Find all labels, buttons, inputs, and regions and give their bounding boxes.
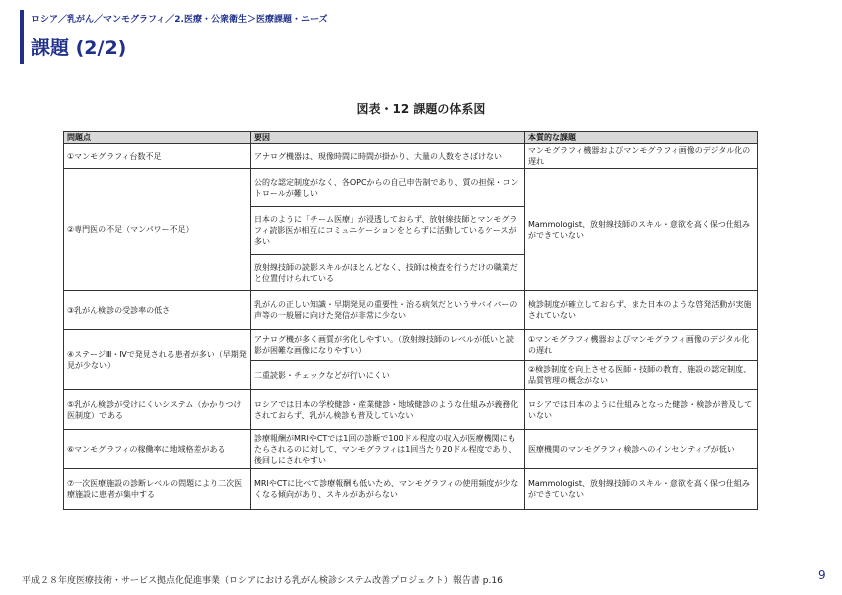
problem-cell: ①マンモグラフィ台数不足 [64, 144, 251, 169]
header-issue: 本質的な課題 [525, 132, 758, 144]
table-header-row [64, 132, 758, 144]
source-note: 平成２８年度医療技術・サービス拠点化促進事業（ロシアにおける乳がん検診システム改善プロジェクト）報告書 p.16 [22, 576, 503, 586]
header-problem: 問題点 [64, 132, 251, 144]
table-row [64, 291, 758, 330]
issue-cell: ②検診制度を向上させる医師・技師の教育、施設の認定制度、品質管理の概念がない [525, 361, 758, 390]
table-row [64, 330, 758, 361]
table-row [64, 390, 758, 430]
issue-cell: Mammologist、放射線技師のスキル・意欲を高く保つ仕組みができていない [525, 169, 758, 291]
issue-cell: ロシアでは日本のように仕組みとなった健診・検診が普及していない [525, 390, 758, 430]
factor-cell: MRIやCTに比べて診療報酬も低いため、マンモグラフィの使用頻度が少なくなる傾向があり、スキルがあがらない [251, 469, 525, 510]
breadcrumb: ロシア／乳がん／マンモグラフィ／2.医療・公衆衛生＞医療課題・ニーズ [31, 15, 328, 25]
table-row [64, 144, 758, 169]
table-row [64, 169, 758, 207]
issue-system-table [63, 131, 758, 510]
table-row [64, 469, 758, 510]
problem-cell: ③乳がん検診の受診率の低さ [64, 291, 251, 330]
problem-cell: ⑥マンモグラフィの稼働率に地域格差がある [64, 430, 251, 469]
page-title: 課題 (2/2) [31, 37, 127, 59]
title-accent-bar [20, 10, 24, 64]
page-number: 9 [818, 568, 826, 582]
factor-cell: 二重読影・チェックなどが行いにくい [251, 361, 525, 390]
figure-title: 図表・12 課題の体系図 [356, 102, 486, 116]
factor-cell: 日本のように「チーム医療」が浸透しておらず、放射線技師とマンモグラフィ読影医が相互にコミュニケーションをとらずに活動しているケースが多い [251, 207, 525, 255]
factor-cell: 公的な認定制度がなく、各OPCからの自己申告制であり、質の担保・コントロールが難しい [251, 169, 525, 207]
table-row [64, 430, 758, 469]
issue-cell: 検診制度が確立しておらず、また日本のような啓発活動が実施されていない [525, 291, 758, 330]
issue-cell: マンモグラフィ機器およびマンモグラフィ画像のデジタル化の遅れ [525, 144, 758, 169]
factor-cell: 放射線技師の読影スキルがほとんどなく、技師は検査を行うだけの職業だと位置付けられている [251, 255, 525, 291]
issue-cell: ①マンモグラフィ機器およびマンモグラフィ画像のデジタル化の遅れ [525, 330, 758, 361]
header-factor: 要因 [251, 132, 525, 144]
problem-cell: ⑦一次医療施設の診断レベルの問題により二次医療施設に患者が集中する [64, 469, 251, 510]
problem-cell: ②専門医の不足（マンパワー不足） [64, 169, 251, 291]
issue-cell: 医療機関のマンモグラフィ検診へのインセンティブが低い [525, 430, 758, 469]
factor-cell: アナログ機器は、現像時間に時間が掛かり、大量の人数をさばけない [251, 144, 525, 169]
problem-cell: ⑤乳がん検診が受けにくいシステム（かかりつけ医制度）である [64, 390, 251, 430]
factor-cell: 診療報酬がMRIやCTでは1回の診断で100ドル程度の収入が医療機関にもたらされるのに対して、マンモグラフィは1回当たり20ドル程度であり、後回しにされやすい [251, 430, 525, 469]
problem-cell: ④ステージⅢ・Ⅳで発見される患者が多い（早期発見が少ない） [64, 330, 251, 390]
factor-cell: 乳がんの正しい知識・早期発見の重要性・治る病気だというサバイバーの声等の一般層に向けた発信が非常に少ない [251, 291, 525, 330]
factor-cell: ロシアでは日本の学校健診・産業健診・地域健診のような仕組みが義務化されておらず、乳がん検診も普及していない [251, 390, 525, 430]
issue-cell: Mammologist、放射線技師のスキル・意欲を高く保つ仕組みができていない [525, 469, 758, 510]
factor-cell: アナログ機が多く画質が劣化しやすい。（放射線技師のレベルが低いと読影が困難な画像になりやすい） [251, 330, 525, 361]
